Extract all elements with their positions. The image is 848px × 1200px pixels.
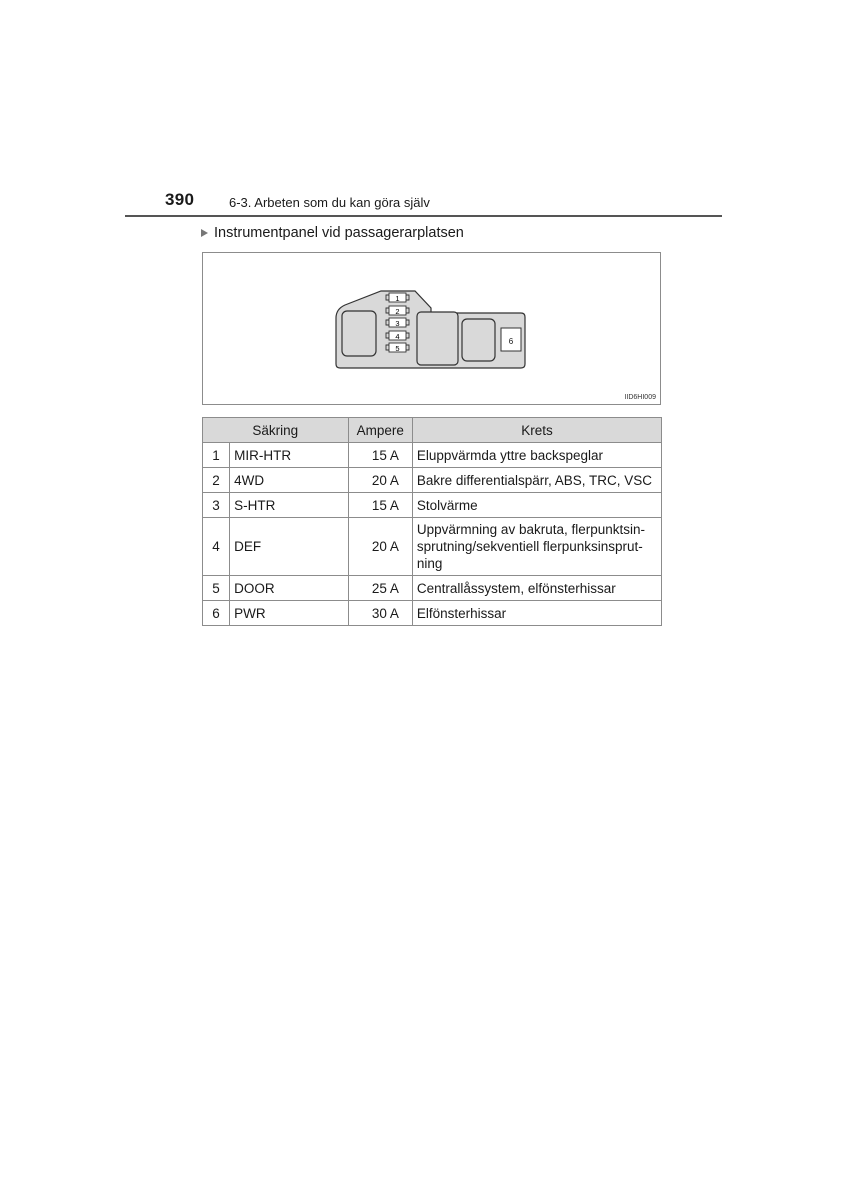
fuse-ampere: 20 A [348, 518, 412, 576]
table-row [203, 468, 662, 493]
table-row [203, 443, 662, 468]
fuse-name: MIR-HTR [230, 443, 349, 468]
fuse-ampere: 30 A [348, 601, 412, 626]
fuse-box-figure [202, 252, 661, 405]
fuse-ampere: 15 A [348, 493, 412, 518]
fuse-label-1: 1 [395, 293, 400, 303]
fuse-circuit [412, 518, 661, 576]
fuse-slot-3 [386, 318, 409, 328]
fuse-ampere: 25 A [348, 576, 412, 601]
fuse-number: 5 [203, 576, 230, 601]
fuse-number: 2 [203, 468, 230, 493]
circuit-line: sprutning/sekventiell flerpunksinsprut- [416, 539, 643, 554]
fuse-label-3: 3 [395, 318, 400, 328]
fuse-label-4: 4 [395, 331, 400, 341]
fuse-table [202, 417, 662, 626]
section-title: 6-3. Arbeten som du kan göra själv [229, 195, 430, 210]
table-row [203, 576, 662, 601]
fuse-slot-1 [386, 293, 409, 303]
fuse-ampere: 15 A [348, 443, 412, 468]
fuse-label-2: 2 [395, 306, 400, 316]
table-row [203, 601, 662, 626]
fuse-number: 3 [203, 493, 230, 518]
fuse-slot-4 [386, 331, 409, 341]
fuse-circuit: Eluppvärmda yttre backspeglar [412, 443, 661, 468]
relay-center [417, 312, 458, 365]
fuse-number: 6 [203, 601, 230, 626]
fuse-circuit: Centrallåssystem, elfönsterhissar [412, 576, 661, 601]
subheading-text: Instrumentpanel vid passagerarplatsen [214, 225, 464, 241]
circuit-line: Uppvärmning av bakruta, flerpunktsin- [416, 522, 645, 537]
fuse-name: DEF [230, 518, 349, 576]
header-circuit: Krets [412, 418, 661, 443]
circuit-line: ning [416, 556, 443, 571]
fuse-ampere: 20 A [348, 468, 412, 493]
subheading [201, 225, 464, 241]
fuse-label-5: 5 [395, 343, 400, 353]
header-ampere: Ampere [348, 418, 412, 443]
table-row [203, 518, 662, 576]
fuse-circuit: Stolvärme [412, 493, 661, 518]
fuse-slot-2 [386, 306, 409, 316]
fuse-name: PWR [230, 601, 349, 626]
fuse-slot-5 [386, 343, 409, 353]
page-number: 390 [165, 190, 195, 209]
fuse-label-6: 6 [508, 337, 514, 346]
header-rule [125, 215, 722, 217]
fuse-name: 4WD [230, 468, 349, 493]
fuse-number: 4 [203, 518, 230, 576]
fuse-circuit: Elfönsterhissar [412, 601, 661, 626]
figure-code: IID6HI009 [624, 394, 656, 401]
relay-left [342, 311, 376, 356]
relay-right [462, 319, 495, 361]
fuse-circuit: Bakre differentialspärr, ABS, TRC, VSC [412, 468, 661, 493]
table-header-row [203, 418, 662, 443]
table-row [203, 493, 662, 518]
fuse-name: DOOR [230, 576, 349, 601]
header-fuse: Säkring [203, 418, 349, 443]
fuse-number: 1 [203, 443, 230, 468]
triangle-bullet-icon [201, 229, 208, 237]
fuse-name: S-HTR [230, 493, 349, 518]
fuse-box-diagram [203, 253, 660, 404]
